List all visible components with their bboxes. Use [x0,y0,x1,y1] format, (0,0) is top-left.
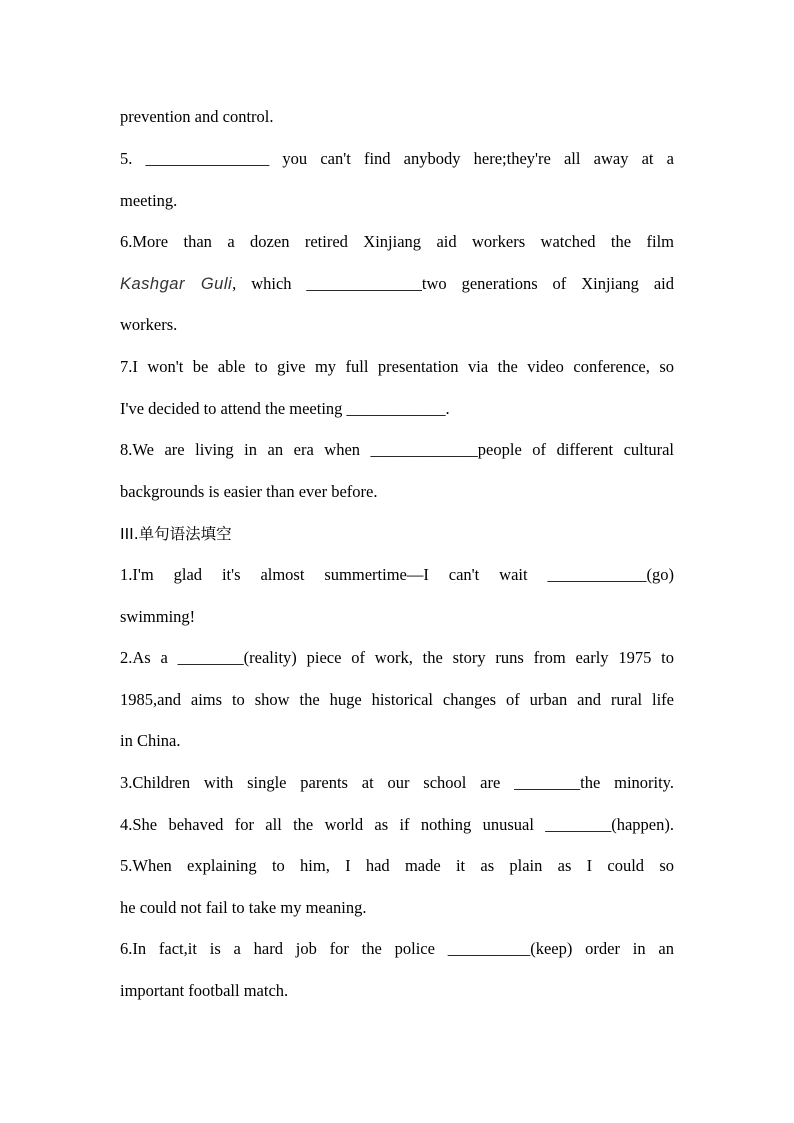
text-line: prevention and control. [120,107,274,126]
grammar-question-5: 5.When explaining to him, I had made it as plain as I could so [120,856,674,875]
grammar-question-3: 3.Children with single parents at our school are ________the minority. [120,773,674,792]
question-8-line: 8.We are living in an era when _____________people of different cultural [120,440,674,459]
grammar-question-4: 4.She behaved for all the world as if nothing unusual ________(happen). [120,815,674,834]
question-6-line-2 [120,274,674,294]
question-5-blank-line: 5. _______________ you can't find anybody here;they're all away at a [120,149,674,168]
question-7-line: 7.I won't be able to give my full presentation via the video conference, so [120,357,674,376]
grammar-question-2: 2.As a ________(reality) piece of work, the story runs from early 1975 to [120,648,674,667]
text-line: swimming! [120,607,196,626]
text-segment: , which ______________two generations of Xinjiang aid [232,274,674,293]
section-heading: III.单句语法填空 [120,525,232,543]
film-title: Kashgar Guli [120,275,233,293]
grammar-question-6: 6.In fact,it is a hard job for the police __________(keep) order in an [120,939,674,958]
text-line: backgrounds is easier than ever before. [120,482,378,501]
text-line: I've decided to attend the meeting ____________. [120,399,450,418]
text-line: workers. [120,315,178,334]
text-line: important football match. [120,981,289,1000]
text-line: meeting. [120,191,178,210]
grammar-question-1: 1.I'm glad it's almost summertime—I can't wait ____________(go) [120,565,674,584]
question-6-line: 6.More than a dozen retired Xinjiang aid workers watched the film [120,232,674,251]
text-line: he could not fail to take my meaning. [120,898,367,917]
text-line: in China. [120,731,181,750]
text-line: 1985,and aims to show the huge historical changes of urban and rural life [120,690,674,709]
